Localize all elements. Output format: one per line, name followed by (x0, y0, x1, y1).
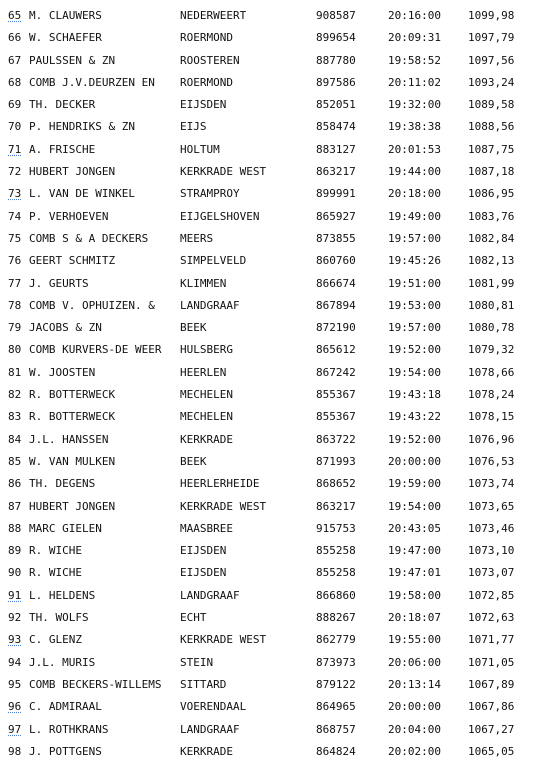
ring-number-cell: 868757 (316, 722, 356, 736)
location-cell: KERKRADE (180, 432, 233, 446)
ring-number-cell: 867894 (316, 298, 356, 312)
rank-cell: 95 (8, 677, 22, 691)
speed-cell: 1080,81 (468, 298, 515, 312)
location-cell: VOERENDAAL (180, 700, 247, 714)
ring-number-cell: 858474 (316, 120, 356, 134)
speed-cell: 1080,78 (468, 321, 515, 335)
speed-cell: 1083,76 (468, 209, 515, 223)
arrival-time-cell: 20:18:07 (388, 611, 441, 625)
speed-cell: 1073,10 (468, 544, 515, 558)
rank-cell: 85 (8, 454, 22, 468)
ring-number-cell: 868652 (316, 477, 356, 491)
arrival-time-cell: 19:51:00 (388, 276, 441, 290)
fancier-name-cell: R. BOTTERWECK (29, 410, 116, 424)
result-row (8, 496, 538, 518)
ring-number-cell: 887780 (316, 53, 356, 67)
fancier-name-cell: L. ROTHKRANS (29, 722, 109, 736)
result-row (8, 451, 538, 473)
arrival-time-cell: 19:47:01 (388, 566, 441, 580)
fancier-name-cell: TH. WOLFS (29, 611, 89, 625)
arrival-time-cell: 19:59:00 (388, 477, 441, 491)
ring-number-cell: 873855 (316, 231, 356, 245)
ring-number-cell: 852051 (316, 98, 356, 112)
rank-cell: 66 (8, 31, 22, 45)
speed-cell: 1072,63 (468, 611, 515, 625)
speed-cell: 1082,13 (468, 254, 515, 268)
arrival-time-cell: 20:00:00 (388, 454, 441, 468)
rank-cell: 81 (8, 365, 22, 379)
location-cell: HULSBERG (180, 343, 233, 357)
arrival-time-cell: 20:01:53 (388, 142, 441, 156)
speed-cell: 1078,66 (468, 365, 515, 379)
arrival-time-cell: 20:13:14 (388, 677, 441, 691)
speed-cell: 1097,79 (468, 31, 515, 45)
fancier-name-cell: J.L. MURIS (29, 655, 96, 669)
location-cell: EIJSDEN (180, 544, 227, 558)
result-row (8, 406, 538, 428)
rank-cell: 80 (8, 343, 22, 357)
result-row (8, 540, 538, 562)
arrival-time-cell: 20:11:02 (388, 75, 441, 89)
ring-number-cell: 883127 (316, 142, 356, 156)
arrival-time-cell: 19:54:00 (388, 365, 441, 379)
result-row (8, 607, 538, 629)
speed-cell: 1081,99 (468, 276, 515, 290)
fancier-name-cell: W. JOOSTEN (29, 365, 96, 379)
speed-cell: 1071,05 (468, 655, 515, 669)
arrival-time-cell: 19:43:18 (388, 388, 441, 402)
ring-number-cell: 864824 (316, 744, 356, 758)
ring-number-cell: 915753 (316, 521, 356, 535)
rank-cell[interactable]: 91 (8, 588, 22, 602)
location-cell: KLIMMEN (180, 276, 227, 290)
result-row (8, 317, 538, 339)
fancier-name-cell: COMB KURVERS-DE WEER (29, 343, 162, 357)
arrival-time-cell: 19:52:00 (388, 343, 441, 357)
arrival-time-cell: 19:45:26 (388, 254, 441, 268)
result-row (8, 429, 538, 451)
ring-number-cell: 864965 (316, 700, 356, 714)
result-row (8, 206, 538, 228)
location-cell: KERKRADE WEST (180, 499, 267, 513)
rank-cell[interactable]: 65 (8, 9, 22, 22)
rank-cell[interactable]: 96 (8, 700, 22, 714)
rank-cell: 74 (8, 209, 22, 223)
ring-number-cell: 867242 (316, 365, 356, 379)
rank-cell: 68 (8, 75, 22, 89)
result-row (8, 384, 538, 406)
rank-cell[interactable]: 97 (8, 722, 22, 736)
location-cell: KERKRADE WEST (180, 165, 267, 179)
result-row (8, 629, 538, 651)
ring-number-cell: 863722 (316, 432, 356, 446)
rank-cell: 67 (8, 53, 22, 67)
ring-number-cell: 872190 (316, 321, 356, 335)
speed-cell: 1067,89 (468, 677, 515, 691)
rank-cell: 82 (8, 388, 22, 402)
rank-cell: 76 (8, 254, 22, 268)
location-cell: EIJSDEN (180, 98, 227, 112)
result-row (8, 116, 538, 138)
ring-number-cell: 899991 (316, 187, 356, 201)
result-row (8, 161, 538, 183)
location-cell: HOLTUM (180, 142, 220, 156)
rank-cell: 90 (8, 566, 22, 580)
fancier-name-cell: P. VERHOEVEN (29, 209, 109, 223)
location-cell: ECHT (180, 611, 207, 625)
speed-cell: 1099,98 (468, 9, 515, 22)
result-row (8, 719, 538, 741)
ring-number-cell: 863217 (316, 499, 356, 513)
ring-number-cell: 863217 (316, 165, 356, 179)
fancier-name-cell: J. POTTGENS (29, 744, 102, 758)
rank-cell: 79 (8, 321, 22, 335)
arrival-time-cell: 19:54:00 (388, 499, 441, 513)
arrival-time-cell: 19:47:00 (388, 544, 441, 558)
speed-cell: 1087,18 (468, 165, 515, 179)
fancier-name-cell: GEERT SCHMITZ (29, 254, 116, 268)
fancier-name-cell: COMB J.V.DEURZEN EN (29, 75, 155, 89)
speed-cell: 1073,74 (468, 477, 515, 491)
location-cell: EIJSDEN (180, 566, 227, 580)
result-row (8, 273, 538, 295)
speed-cell: 1086,95 (468, 187, 515, 201)
result-row (8, 518, 538, 540)
arrival-time-cell: 19:49:00 (388, 209, 441, 223)
rank-cell: 88 (8, 521, 22, 535)
result-row (8, 50, 538, 72)
ring-number-cell: 908587 (316, 9, 356, 22)
result-row (8, 5, 538, 27)
fancier-name-cell: M. CLAUWERS (29, 9, 102, 22)
fancier-name-cell: HUBERT JONGEN (29, 499, 116, 513)
location-cell: KERKRADE WEST (180, 633, 267, 647)
arrival-time-cell: 19:52:00 (388, 432, 441, 446)
speed-cell: 1067,27 (468, 722, 515, 736)
arrival-time-cell: 20:02:00 (388, 744, 441, 758)
arrival-time-cell: 20:06:00 (388, 655, 441, 669)
location-cell: BEEK (180, 321, 207, 335)
location-cell: ROOSTEREN (180, 53, 240, 67)
ring-number-cell: 855367 (316, 388, 356, 402)
rank-cell: 87 (8, 499, 22, 513)
arrival-time-cell: 19:55:00 (388, 633, 441, 647)
fancier-name-cell: HUBERT JONGEN (29, 165, 116, 179)
result-row (8, 228, 538, 250)
rank-cell: 77 (8, 276, 22, 290)
location-cell: STEIN (180, 655, 214, 669)
location-cell: EIJS (180, 120, 207, 134)
result-row (8, 674, 538, 696)
speed-cell: 1067,86 (468, 700, 515, 714)
speed-cell: 1078,24 (468, 388, 515, 402)
fancier-name-cell: J. GEURTS (29, 276, 89, 290)
speed-cell: 1073,65 (468, 499, 515, 513)
location-cell: LANDGRAAF (180, 298, 240, 312)
location-cell: SIMPELVELD (180, 254, 247, 268)
speed-cell: 1087,75 (468, 142, 515, 156)
arrival-time-cell: 19:57:00 (388, 231, 441, 245)
fancier-name-cell: COMB S & A DECKERS (29, 231, 149, 245)
arrival-time-cell: 20:04:00 (388, 722, 441, 736)
arrival-time-cell: 19:43:22 (388, 410, 441, 424)
arrival-time-cell: 19:58:00 (388, 588, 441, 602)
location-cell: MAASBREE (180, 521, 233, 535)
fancier-name-cell: P. HENDRIKS & ZN (29, 120, 135, 134)
arrival-time-cell: 20:16:00 (388, 9, 441, 22)
location-cell: HEERLEN (180, 365, 227, 379)
rank-cell: 84 (8, 432, 22, 446)
result-row (8, 139, 538, 161)
result-row (8, 652, 538, 674)
speed-cell: 1079,32 (468, 343, 515, 357)
location-cell: STRAMPROY (180, 187, 240, 201)
speed-cell: 1082,84 (468, 231, 515, 245)
fancier-name-cell: TH. DECKER (29, 98, 96, 112)
arrival-time-cell: 19:44:00 (388, 165, 441, 179)
speed-cell: 1065,05 (468, 744, 515, 758)
result-row (8, 585, 538, 607)
arrival-time-cell: 20:18:00 (388, 187, 441, 201)
location-cell: LANDGRAAF (180, 722, 240, 736)
rank-cell: 72 (8, 165, 22, 179)
ring-number-cell: 897586 (316, 75, 356, 89)
arrival-time-cell: 19:58:52 (388, 53, 441, 67)
fancier-name-cell: R. WICHE (29, 544, 82, 558)
location-cell: MECHELEN (180, 388, 233, 402)
fancier-name-cell: R. WICHE (29, 566, 82, 580)
speed-cell: 1076,96 (468, 432, 515, 446)
rank-cell: 75 (8, 231, 22, 245)
speed-cell: 1078,15 (468, 410, 515, 424)
speed-cell: 1076,53 (468, 454, 515, 468)
result-row (8, 362, 538, 384)
arrival-time-cell: 19:38:38 (388, 120, 441, 134)
ring-number-cell: 855258 (316, 544, 356, 558)
fancier-name-cell: PAULSSEN & ZN (29, 53, 116, 67)
ring-number-cell: 879122 (316, 677, 356, 691)
speed-cell: 1072,85 (468, 588, 515, 602)
location-cell: HEERLERHEIDE (180, 477, 260, 491)
fancier-name-cell: L. HELDENS (29, 588, 96, 602)
rank-cell: 70 (8, 120, 22, 134)
rank-cell: 94 (8, 655, 22, 669)
location-cell: ROERMOND (180, 75, 233, 89)
location-cell: NEDERWEERT (180, 9, 247, 22)
ring-number-cell: 899654 (316, 31, 356, 45)
result-row (8, 183, 538, 205)
location-cell: SITTARD (180, 677, 227, 691)
location-cell: ROERMOND (180, 31, 233, 45)
rank-cell: 98 (8, 744, 22, 758)
location-cell: MEERS (180, 231, 214, 245)
result-row (8, 250, 538, 272)
result-row (8, 741, 538, 763)
ring-number-cell: 873973 (316, 655, 356, 669)
rank-cell: 89 (8, 544, 22, 558)
ring-number-cell: 866860 (316, 588, 356, 602)
rank-cell[interactable]: 73 (8, 187, 22, 201)
fancier-name-cell: TH. DEGENS (29, 477, 96, 491)
result-row (8, 696, 538, 718)
rank-cell[interactable]: 71 (8, 142, 22, 156)
fancier-name-cell: JACOBS & ZN (29, 321, 102, 335)
results-list (8, 5, 538, 763)
result-row (8, 94, 538, 116)
ring-number-cell: 866674 (316, 276, 356, 290)
ring-number-cell: 855367 (316, 410, 356, 424)
rank-cell: 69 (8, 98, 22, 112)
speed-cell: 1097,56 (468, 53, 515, 67)
rank-cell: 86 (8, 477, 22, 491)
rank-cell[interactable]: 93 (8, 633, 22, 647)
speed-cell: 1071,77 (468, 633, 515, 647)
arrival-time-cell: 19:53:00 (388, 298, 441, 312)
location-cell: KERKRADE (180, 744, 233, 758)
result-row (8, 339, 538, 361)
ring-number-cell: 865612 (316, 343, 356, 357)
speed-cell: 1073,07 (468, 566, 515, 580)
location-cell: EIJGELSHOVEN (180, 209, 260, 223)
arrival-time-cell: 20:43:05 (388, 521, 441, 535)
location-cell: BEEK (180, 454, 207, 468)
ring-number-cell: 888267 (316, 611, 356, 625)
arrival-time-cell: 19:57:00 (388, 321, 441, 335)
fancier-name-cell: COMB BECKERS-WILLEMS (29, 677, 162, 691)
ring-number-cell: 860760 (316, 254, 356, 268)
fancier-name-cell: W. VAN MULKEN (29, 454, 116, 468)
result-row (8, 72, 538, 94)
location-cell: LANDGRAAF (180, 588, 240, 602)
arrival-time-cell: 19:32:00 (388, 98, 441, 112)
arrival-time-cell: 20:09:31 (388, 31, 441, 45)
ring-number-cell: 855258 (316, 566, 356, 580)
rank-cell: 83 (8, 410, 22, 424)
result-row (8, 562, 538, 584)
speed-cell: 1088,56 (468, 120, 515, 134)
fancier-name-cell: COMB V. OPHUIZEN. & (29, 298, 155, 312)
rank-cell: 78 (8, 298, 22, 312)
arrival-time-cell: 20:00:00 (388, 700, 441, 714)
ring-number-cell: 865927 (316, 209, 356, 223)
speed-cell: 1089,58 (468, 98, 515, 112)
fancier-name-cell: L. VAN DE WINKEL (29, 187, 135, 201)
speed-cell: 1073,46 (468, 521, 515, 535)
fancier-name-cell: J.L. HANSSEN (29, 432, 109, 446)
fancier-name-cell: A. FRISCHE (29, 142, 96, 156)
rank-cell: 92 (8, 611, 22, 625)
location-cell: MECHELEN (180, 410, 233, 424)
speed-cell: 1093,24 (468, 75, 515, 89)
fancier-name-cell: MARC GIELEN (29, 521, 102, 535)
ring-number-cell: 862779 (316, 633, 356, 647)
fancier-name-cell: W. SCHAEFER (29, 31, 102, 45)
fancier-name-cell: R. BOTTERWECK (29, 388, 116, 402)
result-row (8, 473, 538, 495)
fancier-name-cell: C. GLENZ (29, 633, 82, 647)
ring-number-cell: 871993 (316, 454, 356, 468)
fancier-name-cell: C. ADMIRAAL (29, 700, 102, 714)
result-row (8, 27, 538, 49)
result-row (8, 295, 538, 317)
